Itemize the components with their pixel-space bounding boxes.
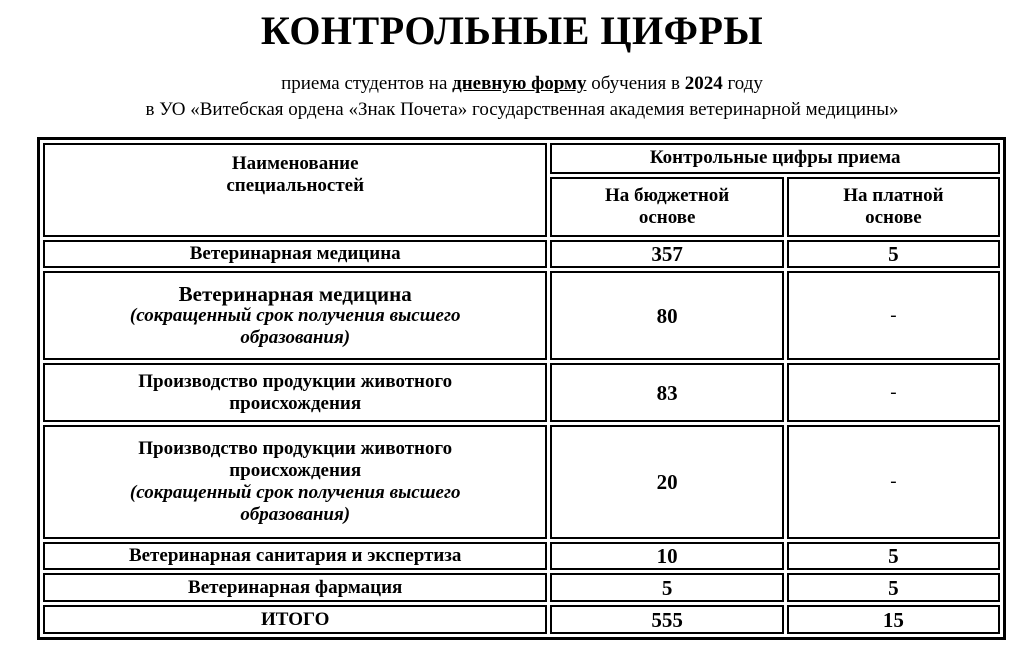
row-budget: 83 [550,363,783,423]
row-budget: 80 [550,271,783,359]
row-name: Ветеринарная фармация [43,573,547,602]
row-paid: - [787,363,1000,423]
header-paid-line-1: На платной [843,184,944,206]
row-name-line-1: Производство продукции животного [138,370,453,392]
header-budget-line-1: На бюджетной [604,184,730,206]
subtitle-year: 2024 [684,73,723,94]
subtitle-part-2: обучения в [586,73,685,94]
row-name [43,425,547,538]
row-note-line-1: (сокращенный срок получения высшего [129,304,461,326]
row-paid: 5 [787,573,1000,602]
table-row [43,240,1000,269]
row-paid: - [787,425,1000,538]
subtitle-line-2: в УО «Витебская ордена «Знак Почета» государственная академия ветеринарной медицины» [145,99,899,120]
header-specialty-line-2: специальностей [226,175,365,196]
table-row [43,271,1000,359]
row-paid: 5 [787,240,1000,269]
row-name-line-1: Производство продукции животного [138,437,453,459]
table-total-row [43,605,1000,634]
row-budget: 5 [550,573,783,602]
header-group: Контрольные цифры приема [550,143,1000,174]
row-note-line-2: образования) [240,503,351,525]
total-budget: 555 [550,605,783,634]
page-title: КОНТРОЛЬНЫЕ ЦИФРЫ [260,8,764,53]
header-specialty-line-1: Наименование [231,153,359,174]
row-name-line-2: происхождения [229,392,362,414]
total-paid: 15 [787,605,1000,634]
subtitle-line-1 [0,72,1024,96]
row-name: Ветеринарная медицина [43,240,547,269]
row-paid: 5 [787,542,1000,571]
row-name: Ветеринарная санитария и экспертиза [43,542,547,571]
row-note-line-2: образования) [240,326,351,348]
row-name [43,363,547,423]
header-paid-line-2: основе [865,206,922,228]
row-budget: 357 [550,240,783,269]
row-budget: 10 [550,542,783,571]
table-header-row [43,143,1000,174]
table-row [43,573,1000,602]
header-budget [550,177,783,237]
row-name-line: Ветеринарная медицина [178,281,412,306]
table-row [43,542,1000,571]
subtitle-form: дневную форму [452,73,587,94]
table-row [43,425,1000,538]
row-name-line-2: происхождения [229,459,362,481]
subtitle-part-3: году [722,73,763,94]
row-name [43,271,547,359]
header-specialty [43,143,547,237]
header-paid [787,177,1000,237]
header-budget-line-2: основе [638,206,696,228]
subtitle-part-1: приема студентов на [281,73,453,94]
admission-table [37,137,1006,640]
table-row [43,363,1000,423]
row-paid: - [787,271,1000,359]
row-budget: 20 [550,425,783,538]
total-label: ИТОГО [43,605,547,634]
admission-table-grid [40,140,1003,637]
row-note-line-1: (сокращенный срок получения высшего [129,481,461,503]
